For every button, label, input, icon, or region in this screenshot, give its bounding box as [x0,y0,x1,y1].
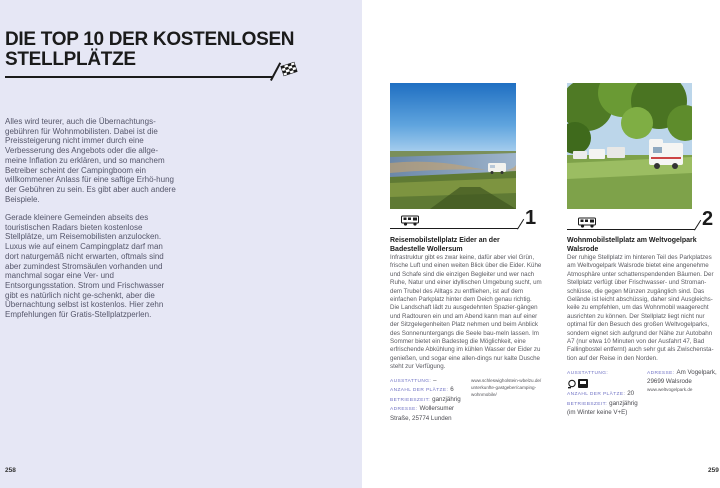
water-tap-icon [578,379,588,388]
spot-1-website-line-3[interactable]: wohnmobile/ [471,391,497,397]
spot-2-adresse-line-2: 29699 Walsrode [647,378,692,386]
spot-1-rule [390,228,518,229]
checkered-flag-icon [279,61,299,77]
title-underline [5,76,273,78]
electricity-plug-icon [568,381,575,389]
spot-1-anzahl-label: ANZAHL DER PLÄTZE: [390,388,449,394]
page-number-right: 259 [708,467,719,474]
page-title-line-1: DIE TOP 10 DER KOSTENLOSEN [5,29,295,50]
intro-paragraph-1: Alles wird teurer, auch die Übernachtungs-gebühren für Wohnmobilisten. Dabei ist die Preissteigerung nicht immer durch eine Verbesserung des Angebots oder die allge-meine Inflation zu erklären, und so manchem Betreiber scheint der Campingboom ein willkommener Anlass für eine saftige Erhö-hung der Gebühren zu sein. Es gibt aber auch andere Beispiele. [5,117,176,204]
spot-2-betriebszeit-label: BETRIEBSZEIT: [567,401,608,407]
spot-1-title-line-2: Badestelle Wollersum [390,246,463,253]
spot-1-number: 1 [525,207,537,229]
photo-weltvogelpark-stellplatz [567,83,692,209]
spot-2-title-line-2: Walsrode [567,246,599,253]
spot-1-adresse-label: ADRESSE: [390,407,418,413]
spot-2-website[interactable]: www.weltvogelpark.de [647,387,693,392]
page-title-line-2: STELLPLÄTZE [5,49,136,70]
spot-2-number: 2 [702,208,714,230]
spot-1-website-line-2[interactable]: unterkunfte-gastgeber/camping- [471,384,537,390]
spot-2-address [647,369,719,387]
page-title [5,30,305,70]
spot-2-anzahl-value: 20 [627,390,635,398]
spot-2-betriebszeit-note: (im Winter keine V+E) [567,409,628,417]
spot-2-rule [567,229,695,230]
spot-1-description: Infrastruktur gibt es zwar keine, dafür aber viel Grün, frische Luft und einen weiten Blick über die Eider. Kühe und Schafe sind die einzigen Begleiter und wer nach Ruhe, Natur und einer idyllischen Umgebung sucht, um dem Trubel des Alltags zu entfliehen, ist auf dem einfachen Parkplatz hinter dem Deich genau richtig. Die Landschaft lädt zu ausgedehnten Spazier-gängen und Radtouren ein und am Abend kann man auf einer der Sitzgelegenheiten Platz nehmen und beim Anblick des Sonnenuntergangs die Seele bau-meln lassen. Im Sommer bietet ein Badesteg die Möglichkeit, eine erfrischende Abkühlung im kühlen Wasser der Eider zu genießen, und sogar eine allen-dings nur kalte Dusche steht zur Verfügung. [390,254,542,371]
spot-1-ausstattung-label: AUSSTATTUNG: [390,379,432,384]
spot-2-title [567,236,717,254]
spot-1-website[interactable] [471,378,543,398]
spot-2-betriebszeit-value: ganzjährig [609,399,638,407]
spot-1-details [390,377,472,423]
photo-eider-stellplatz [390,83,516,209]
spot-2-ausstattung-label: AUSSTATTUNG: [567,371,609,376]
spot-1-betriebszeit-label: BETRIEBSZEIT: [390,397,431,403]
spot-2-title-line-1: Wohnmobilstellplatz am Weltvogelpark [567,237,697,244]
spot-1-ausstattung-value: – [433,377,437,384]
spot-1-anzahl-value: 6 [450,386,454,394]
camper-van-icon [578,217,598,228]
spot-1-website-line-1[interactable]: www.schleswigholstein-wbelzu.de/ [471,378,542,383]
spot-1-betriebszeit-value: ganzjährig [432,395,461,403]
spot-1-title [390,236,540,254]
camper-van-icon [401,215,421,226]
spot-1-adresse-line-2: Straße, 25774 Lunden [390,414,452,422]
spot-1-adresse-line-1: Wollersumer [419,405,455,413]
spot-1-title-line-1: Reisemobilstellplatz Eider an der [390,237,500,244]
spot-2-adresse-label: ADRESSE: [647,371,675,376]
intro-paragraph-2: Gerade kleinere Gemeinden abseits des touristischen Radars bieten kostenlose Stellplätze, um Reisemobilisten anzulocken. Luxus wie auf einem Campingplatz darf man dort naturgemäß nicht erwarten, oftmals sind aber zumindest Stromsäulen vorhanden und manchmal sogar eine Ver- und Entsorgungsstation. Strom und Frischwasser gibt es natürlich nicht ge-schenkt, aber die Übernachtung selbst ist kostenlos. Hier zehn Empfehlungen für Gratis-Stellplatzperlen. [5,213,165,320]
spot-2-adresse-line-1: Am Vogelpark, [676,369,717,376]
spot-2-details [567,369,647,418]
page-number-left: 258 [5,467,16,474]
spot-2-anzahl-label: ANZAHL DER PLÄTZE: [567,392,626,398]
amenity-icons [567,378,593,389]
spot-2-description: Der ruhige Stellplatz im hinteren Teil des Parkplatzes am Weltvogelpark Walsrode bietet eine angenehme Atmosphäre unter schattenspendenden Bäumen. Der Stellplatz verfügt über Frischwasser- und Stroman-schlüsse, die gegen Münzen zugänglich sind. Das Gelände ist leicht abschüssig, daher sind Ausgleichs-keile zu empfehlen, um das Wohnmobil waagerecht ausrichten zu können. Der Stellplatz liegt nicht nur optimal für den Besuch des großen Weltvogelparks, sondern eignet sich aufgrund der Nähe zur Autobahn A7 (nur etwa 10 Minuten von der Ausfahrt 47, Bad Fallingbostel entfernt) auch sehr gut als Zwischensta-tion auf der Reise in den Norden. [567,254,714,362]
